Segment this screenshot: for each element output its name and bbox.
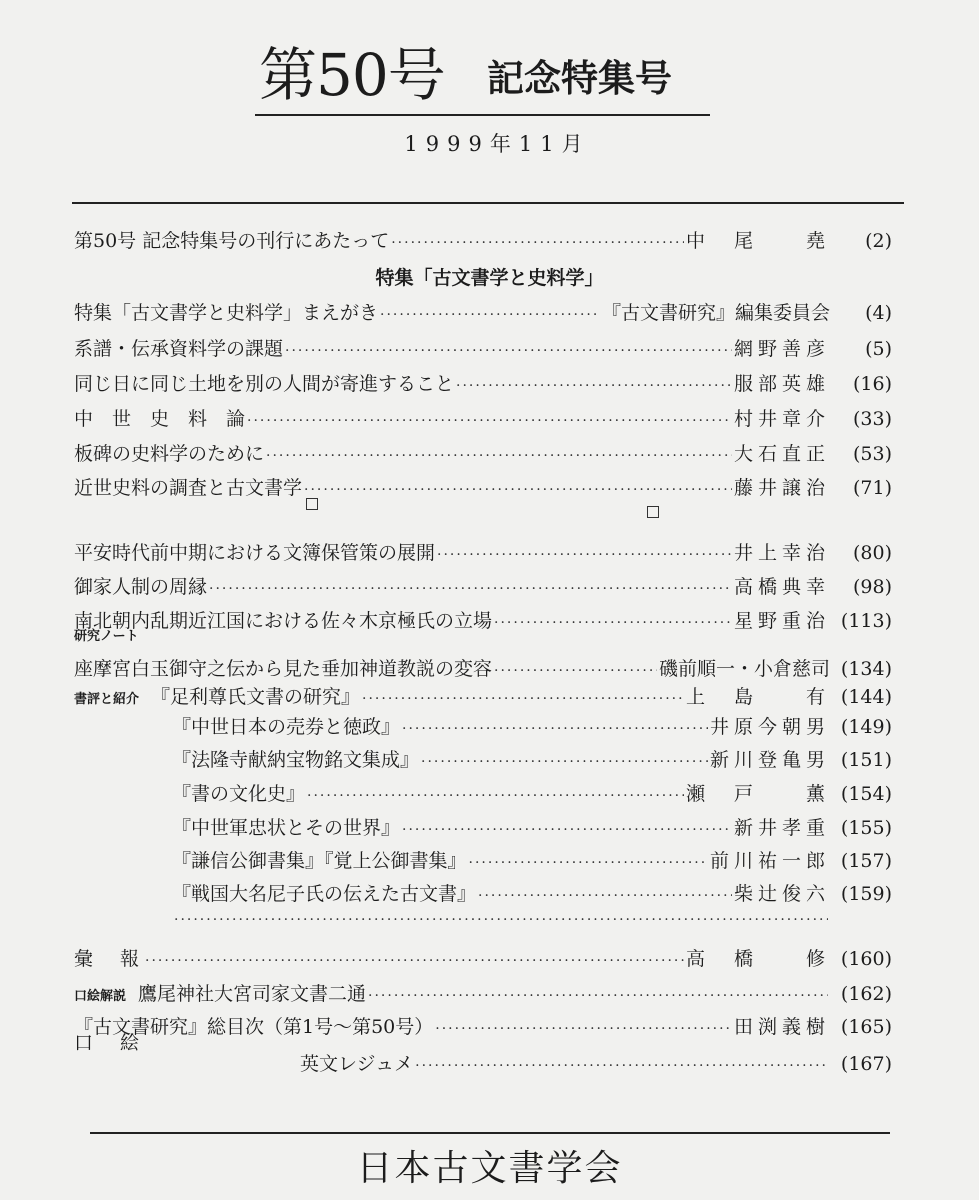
issue-date: 1999年11月: [404, 132, 591, 156]
toc-entry: 平安時代前中期における文簿保管策の展開 ····· 井上幸治 (80): [74, 538, 892, 568]
toc-entry-kuchie: 口 絵: [74, 1032, 144, 1054]
toc-entry-index: 『古文書研究』総目次（第1号～第50号） ····· 田渕義樹 (165): [74, 1012, 892, 1042]
toc-entry-review: 『謙信公御書集』『覚上公御書集』 ····· 前川祐一郎 (157): [172, 846, 892, 876]
frontis-label: 口絵解説: [74, 989, 127, 1004]
society-name: 日本古文書学会: [356, 1148, 623, 1189]
bottom-divider: [90, 1132, 890, 1134]
separator-square-icon: [306, 498, 318, 510]
toc-entry: 南北朝内乱期近江国における佐々木京極氏の立場 ····· 星野重治 (113): [74, 606, 892, 636]
issue-number: 第50号: [259, 41, 445, 109]
toc-entry: 板碑の史料学のために ····· 大石直正 (53): [74, 439, 892, 469]
toc-entry: 中 世 史 料 論 ····· 村井章介 (33): [74, 404, 892, 434]
toc-entry-intro: 第50号 記念特集号の刊行にあたって ····· 中 尾 堯 (2): [74, 226, 892, 256]
toc-entry-review: [172, 912, 892, 942]
toc-entry-note: 座摩宮白玉御守之伝から見た垂加神道教説の変容 ····· 磯前順一・小倉慈司 (134): [74, 654, 892, 684]
toc-entry: 系譜・伝承資料学の課題 ····· 網野善彦 (5): [74, 334, 892, 364]
toc-entry-review: 『中世日本の売券と徳政』 ····· 井原今朝男 (149): [172, 712, 892, 742]
toc-entry: 近世史料の調査と古文書学 ····· 藤井譲治 (71): [74, 473, 892, 503]
toc-entry-review: 書評と紹介 『足利尊氏文書の研究』 ····· 上 島 有 (144): [74, 682, 892, 712]
special-issue-label: 記念特集号: [487, 57, 672, 100]
feature-heading: 特集「古文書学と史料学」: [375, 267, 604, 289]
toc-entry: 御家人制の周縁 ····· 高橋典幸 (98): [74, 572, 892, 602]
toc-entry-review: 『書の文化史』 ····· 瀬 戸 薫 (154): [172, 779, 892, 809]
toc-entry-review: 『法隆寺献納宝物銘文集成』 ····· 新川登亀男 (151): [172, 745, 892, 775]
toc-entry-bulletin: 彙 報 ····· 高 橋 修 (160): [74, 944, 892, 974]
toc-entry: 特集「古文書学と史料学」まえがき ····· 『古文書研究』編集委員会 (4): [74, 298, 892, 328]
separator-square-icon: [647, 506, 659, 518]
toc-entry: 同じ日に同じ土地を別の人間が寄進すること ····· 服部英雄 (16): [74, 369, 892, 399]
research-note-label: 研究ノート: [74, 629, 139, 644]
toc-entry-review: 『戦国大名尼子氏の伝えた古文書』 ····· 柴辻俊六 (159): [172, 879, 892, 909]
toc-entry-resume: 英文レジュメ ····· (167): [300, 1049, 892, 1079]
toc-entry-review: 『中世軍忠状とその世界』 ····· 新井孝重 (155): [172, 813, 892, 843]
review-label: 書評と紹介: [74, 692, 140, 707]
toc-entry-frontis: 口絵解説 鷹尾神社大宮司家文書二通 ····· (162): [74, 979, 892, 1009]
